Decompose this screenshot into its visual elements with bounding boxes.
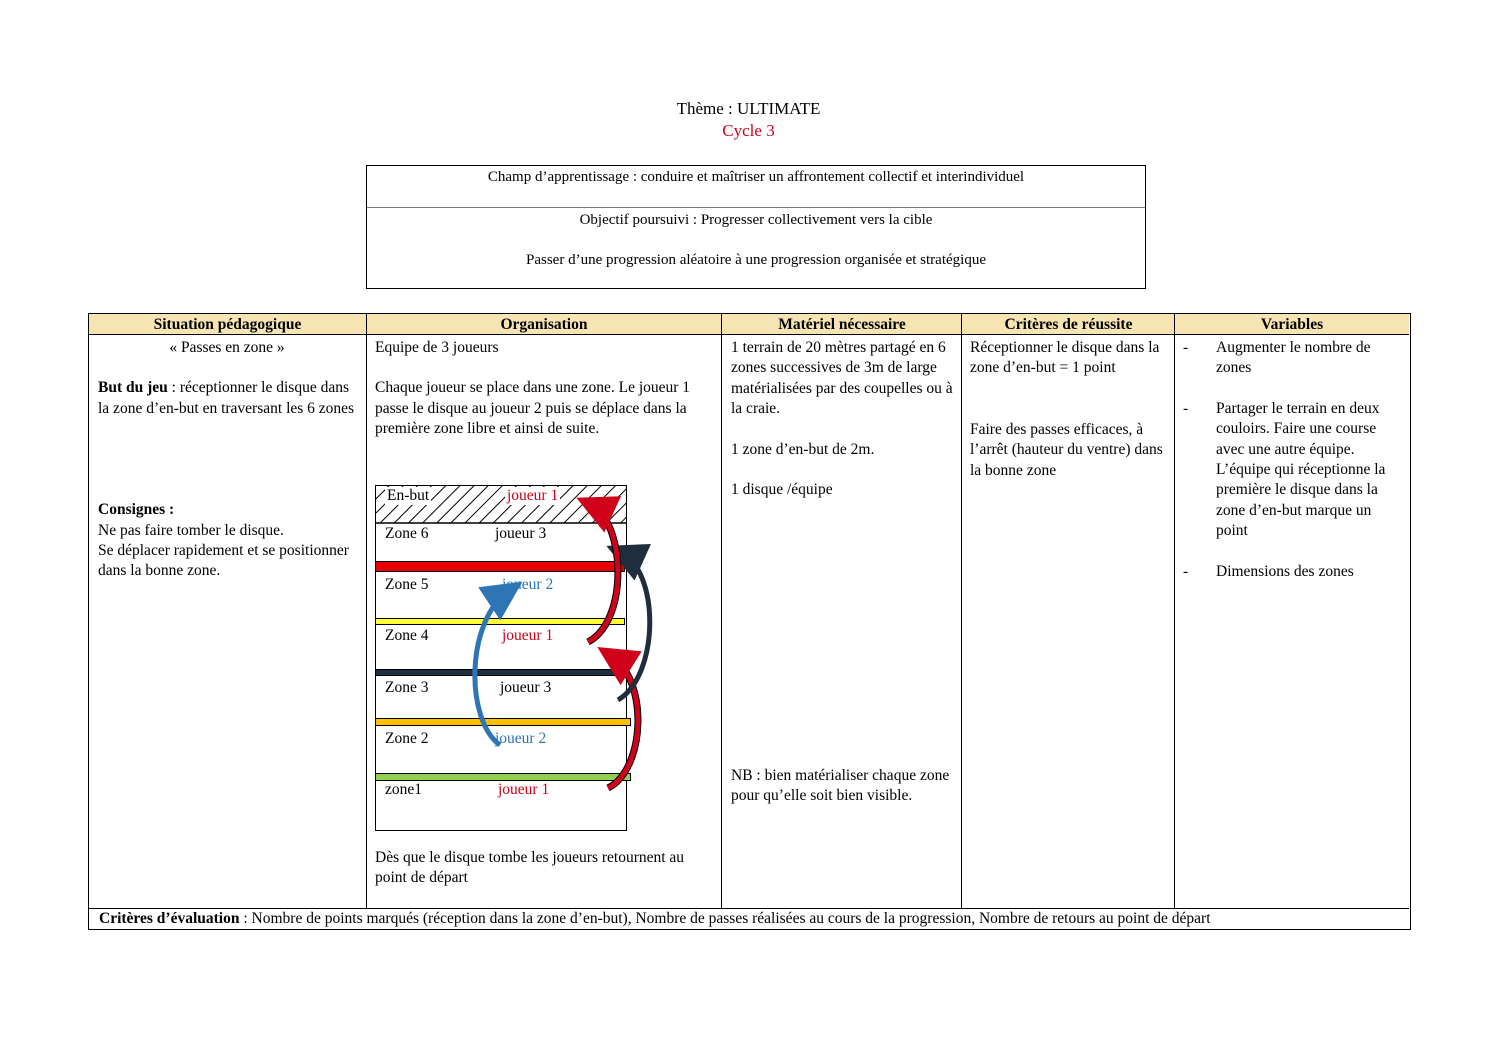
materiel-disque: 1 disque /équipe — [731, 481, 833, 499]
header-variables: Variables — [1175, 314, 1409, 335]
equipe-text: Equipe de 3 joueurs — [375, 339, 499, 356]
zone-label: Zone 5 — [385, 576, 429, 593]
organisation-cell — [375, 338, 715, 440]
zone-player: joueur 2 — [502, 576, 554, 593]
organisation-text: Chaque joueur se place dans une zone. Le joueur 1 passe le disque au joueur 2 puis se déplace dans la première zone libre et ainsi de suite. — [375, 379, 691, 438]
variable-item: - Augmenter le nombre de zones — [1183, 338, 1403, 379]
zone-player: joueur 1 — [507, 487, 559, 504]
zone-label: Zone 4 — [385, 627, 429, 644]
column-divider — [1174, 314, 1175, 908]
zone-player: joueur 3 — [495, 525, 547, 542]
column-divider — [961, 314, 962, 908]
critere-2: Faire des passes efficaces, à l’arrêt (hauteur du ventre) dans la bonne zone — [970, 420, 1163, 479]
champ-apprentissage: Champ d’apprentissage : conduire et maîtriser un affrontement collectif et interindividuel — [367, 166, 1145, 208]
zone-label: Zone 6 — [385, 525, 429, 542]
materiel-zone: 1 zone d’en-but de 2m. — [731, 440, 875, 458]
pass-arrow-dark — [618, 552, 650, 700]
pass-arrow-red-outline — [608, 655, 638, 788]
evaluation-text: : Nombre de points marqués (réception dans la zone d’en-but), Nombre de passes réalisées au cours de la progression, Nombre de retours au point de départ — [239, 910, 1211, 927]
pass-arrows — [460, 490, 660, 800]
but-du-jeu: But du jeu : réceptionner le disque dans la zone d’en-but en traversant les 6 zones — [98, 379, 355, 417]
header-materiel: Matériel nécessaire — [722, 314, 962, 335]
column-divider — [366, 314, 367, 908]
header-situation: Situation pédagogique — [89, 314, 366, 335]
progression-text: Passer d’une progression aléatoire à une progression organisée et stratégique — [526, 252, 986, 268]
pass-arrow-red — [608, 655, 638, 788]
organisation-after-text: Dès que le disque tombe les joueurs retournent au point de départ — [375, 849, 685, 887]
variable-item: - Partager le terrain en deux couloirs. Faire une course avec une autre équipe. L’équipe qui réceptionne la première le disque dans la zone d’en-but marque un point — [1183, 399, 1403, 542]
zone-label-en-but: En-but — [387, 487, 430, 504]
lesson-table — [88, 313, 1411, 930]
materiel-terrain: 1 terrain de 20 mètres partagé en 6 zones successives de 3m de large matérialisées par des coupelles ou à la craie. — [731, 339, 953, 418]
objectif-poursuivi: Objectif poursuivi : Progresser collectivement vers la cible — [579, 212, 933, 228]
zone-label: Zone 2 — [385, 730, 429, 747]
pass-arrow-red — [588, 504, 618, 642]
variable-item: - Dimensions des zones — [1183, 562, 1403, 582]
consignes-label: Consignes : — [98, 501, 175, 519]
theme-title: Thème : ULTIMATE — [676, 99, 821, 118]
variables-cell — [1183, 338, 1403, 582]
situation-cell — [98, 338, 356, 582]
pass-arrow-blue — [475, 590, 510, 745]
evaluation-row — [89, 908, 1409, 928]
summary-box — [366, 165, 1146, 289]
zone-player: joueur 1 — [498, 781, 550, 798]
cycle-title: Cycle 3 — [722, 121, 775, 140]
consigne-line: Se déplacer rapidement et se positionner dans la bonne zone. — [98, 542, 349, 580]
zone-player: joueur 3 — [500, 679, 552, 696]
materiel-nb: NB : bien matérialiser chaque zone pour qu’elle soit bien visible. — [731, 767, 950, 805]
zone-label: Zone 3 — [385, 679, 429, 696]
pass-arrow-red-outline — [588, 504, 618, 642]
zone-player: joueur 1 — [502, 627, 554, 644]
header-organisation: Organisation — [366, 314, 722, 335]
situation-name: « Passes en zone » — [169, 339, 285, 356]
evaluation-label: Critères d’évaluation — [99, 910, 240, 927]
consigne-line: Ne pas faire tomber le disque. — [98, 521, 284, 539]
criteres-cell — [970, 338, 1170, 481]
critere-1: Réceptionner le disque dans la zone d’en-but = 1 point — [970, 339, 1160, 377]
materiel-cell — [731, 338, 953, 500]
column-divider — [721, 314, 722, 908]
zone-player: joueur 2 — [495, 730, 547, 747]
header-criteres: Critères de réussite — [962, 314, 1175, 335]
zone-label: zone1 — [385, 781, 423, 798]
